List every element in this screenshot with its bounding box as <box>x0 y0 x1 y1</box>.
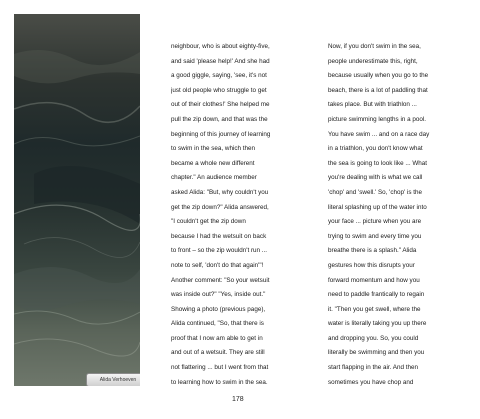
right-text-column <box>328 40 456 390</box>
text-line: to swim in the sea, which then <box>171 145 255 153</box>
text-line: literally be swimming and then you <box>328 349 425 357</box>
text-line: trying to swim and every time you <box>328 232 422 240</box>
text-line: because usually when you go to the <box>328 72 429 80</box>
text-line: not flattering ... but I went from that <box>171 364 269 372</box>
text-line: to learning how to swim in the sea. <box>171 378 268 386</box>
text-line: beginning of this journey of learning <box>171 130 271 138</box>
text-line: beach, there is a lot of paddling that <box>328 86 428 94</box>
text-line: "I couldn't get the zip down <box>171 218 246 226</box>
sea-waves-graphic <box>14 14 140 386</box>
text-line: asked Alida: "But, why couldn't you <box>171 188 269 196</box>
text-line: it. "Then you get swell, where the <box>328 305 421 313</box>
text-line: picture swimming lengths in a pool. <box>328 115 426 123</box>
text-line: 'chop' and 'swell.' So, 'chop' is the <box>328 188 423 196</box>
text-line: neighbour, who is about eighty-five, <box>171 43 270 50</box>
text-line: to front – so the zip wouldn't run ... <box>171 247 268 255</box>
text-line: and said 'please help!' And she had <box>171 57 270 65</box>
text-line: start flapping in the air. And then <box>328 364 418 372</box>
text-line: just old people who struggle to get <box>171 86 267 94</box>
text-line: and out of a wetsuit. They are still <box>171 349 265 357</box>
text-line: the sea is going to look like ... What <box>328 159 428 167</box>
text-line: in a triathlon, you don't know what <box>328 145 423 153</box>
text-line: and dropping you. So, you could <box>328 334 419 342</box>
text-line: became a whole new different <box>171 159 255 167</box>
text-line: because I had the wetsuit on back <box>171 232 267 240</box>
text-line: sometimes you have chop and <box>328 378 414 386</box>
text-line: takes place. But with triathlon ... <box>328 101 417 109</box>
page-number: 178 <box>232 396 244 403</box>
text-line: a good giggle, saying, 'see, it's not <box>171 72 267 80</box>
text-line: out of their clothes!' She helped me <box>171 101 270 109</box>
text-line: pull the zip down, and that was the <box>171 115 268 123</box>
text-line: Alida continued, "So, that there is <box>171 320 264 328</box>
text-line: chapter." An audience member <box>171 174 257 182</box>
text-line: people underestimate this, right, <box>328 57 418 65</box>
text-line: Showing a photo (previous page), <box>171 305 266 313</box>
sea-photo <box>14 14 140 386</box>
text-line: get the zip down?" Alida answered, <box>171 203 269 211</box>
text-line: water is literally taking you up there <box>328 320 427 328</box>
text-line: was inside out?" "Yes, inside out." <box>171 291 266 299</box>
text-line: Another comment: "So your wetsuit <box>171 276 270 284</box>
text-line: you're dealing with is what we call <box>328 174 423 182</box>
text-line: note to self, 'don't do that again'"! <box>171 261 264 269</box>
text-line: your face ... picture when you are <box>328 218 422 226</box>
photo-caption: Alida Verhoeven <box>86 373 140 386</box>
text-line: breathe there is a splash." Alida <box>328 247 417 255</box>
text-line: need to paddle frantically to regain <box>328 291 425 299</box>
left-text-column <box>171 40 299 390</box>
text-line: Now, if you don't swim in the sea, <box>328 43 421 50</box>
text-line: proof that I now am able to get in <box>171 334 263 342</box>
text-line: gestures how this disrupts your <box>328 261 415 269</box>
text-line: forward momentum and how you <box>328 276 420 284</box>
text-line: You have swim ... and on a race day <box>328 130 430 138</box>
text-line: literal splashing up of the water into <box>328 203 427 211</box>
